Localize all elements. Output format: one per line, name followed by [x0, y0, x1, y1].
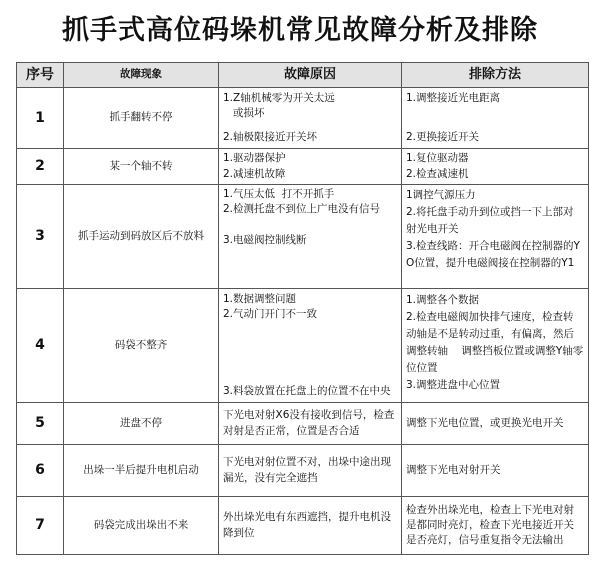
cause-line: 1.数据调整问题 [223, 292, 297, 305]
symptom-cell [64, 403, 219, 445]
row-number: 6 [17, 445, 64, 497]
cause-line: 2.检测托盘不到位上广电没有信号 [223, 203, 381, 216]
cause-cell [219, 497, 402, 555]
table-row [17, 497, 589, 555]
symptom-text: 码袋不整齐 [114, 338, 168, 351]
symptom-cell [64, 149, 219, 185]
row-number: 4 [17, 289, 64, 403]
symptom-text: 某一个轴不转 [109, 159, 173, 172]
cause-line: 2.轴极限接近开关坏 [223, 131, 318, 144]
fix-line: 调整下光电位置，或更换光电开关 [406, 416, 564, 429]
fix-line: 1调控气源压力 [406, 189, 476, 201]
symptom-cell [64, 185, 219, 289]
document-title: 抓手式高位码垛机常见故障分析及排除 [62, 15, 538, 46]
fix-line: 1.复位驱动器 [406, 152, 469, 165]
symptom-cell [64, 445, 219, 497]
table-header-row [17, 63, 589, 88]
symptom-cell [64, 289, 219, 403]
cause-line: 下光电对射位置不对，出垛中途出现漏光，没有完全遮挡 [223, 456, 391, 484]
table-row [17, 445, 589, 497]
header-cause: 故障原因 [219, 63, 402, 88]
cause-line: 下光电对射X6没有接收到信号，检查对射是否正常，位置是否合适 [223, 409, 395, 437]
cause-line: 3.电磁阀控制线断 [223, 234, 307, 247]
row-number: 2 [17, 149, 64, 185]
symptom-text: 抓手翻转不停 [109, 111, 173, 124]
fault-table [16, 62, 589, 555]
fix-cell [402, 88, 589, 149]
header-fix: 排除方法 [402, 63, 589, 88]
fix-cell [402, 403, 589, 445]
cause-line: 外出垛光电有东西遮挡，提升电机没降到位 [223, 511, 391, 539]
symptom-text: 出垛一半后提升电机启动 [83, 463, 199, 476]
table-row [17, 289, 589, 403]
cause-cell [219, 149, 402, 185]
fix-line: 3.调整进盘中心位置 [406, 378, 501, 391]
cause-line: 或损坏 [233, 106, 265, 119]
cause-line: 1.气压太低 打不开抓手 [223, 188, 335, 200]
symptom-text: 码袋完成出垛出不来 [93, 518, 189, 531]
fix-line: 1.调整接近光电距离 [406, 91, 501, 104]
fix-line: 1.调整各个数据 [406, 293, 480, 306]
table-row [17, 149, 589, 185]
row-number: 3 [17, 185, 64, 289]
cause-cell [219, 403, 402, 445]
cause-line: 1.Z轴机械零为开关太远 [223, 91, 335, 104]
fix-line: 调整下光电对射开关 [406, 463, 501, 476]
fix-cell [402, 497, 589, 555]
symptom-text: 进盘不停 [120, 416, 162, 429]
header-symptom: 故障现象 [64, 63, 219, 88]
row-number: 7 [17, 497, 64, 555]
cause-line: 3.料袋放置在托盘上的位置不在中央 [223, 385, 391, 398]
header-no: 序号 [17, 63, 64, 88]
fix-line: 2.检查电磁阀加快排气速度，检查转动轴是不是转动过重，有偏离，然后调整转轴 调整挡板位置或调整Y轴零位位置 [406, 310, 584, 374]
fix-line: 2.更换接近开关 [406, 131, 480, 144]
fix-cell [402, 149, 589, 185]
fix-line: 3.检查线路：开合电磁阀在控制器的YO位置，提升电磁阀接在控制器的Y1 [406, 240, 580, 269]
fix-line: 检查外出垛光电，检查上下光电对射是都同时亮灯，检查下光电接近开关是否亮灯，信号重复指令无法输出 [406, 503, 574, 547]
table-row [17, 403, 589, 445]
cause-cell [219, 185, 402, 289]
table-row [17, 185, 589, 289]
cause-line: 2.减速机故障 [223, 167, 286, 180]
cause-cell [219, 289, 402, 403]
fix-cell [402, 445, 589, 497]
fix-cell [402, 185, 589, 289]
fix-line: 2.检查减速机 [406, 167, 469, 180]
cause-cell [219, 88, 402, 149]
table-row [17, 88, 589, 149]
cause-line: 2.气动门开门不一致 [223, 307, 318, 320]
row-number: 5 [17, 403, 64, 445]
symptom-text: 抓手运动到码放区后不放料 [78, 229, 204, 242]
cause-cell [219, 445, 402, 497]
cause-line: 1.驱动器保护 [223, 152, 286, 165]
row-number: 1 [17, 88, 64, 149]
symptom-cell [64, 88, 219, 149]
fix-cell [402, 289, 589, 403]
fix-line: 2.将托盘手动升到位或挡一下上部对射光电开关 [406, 206, 574, 235]
symptom-cell [64, 497, 219, 555]
